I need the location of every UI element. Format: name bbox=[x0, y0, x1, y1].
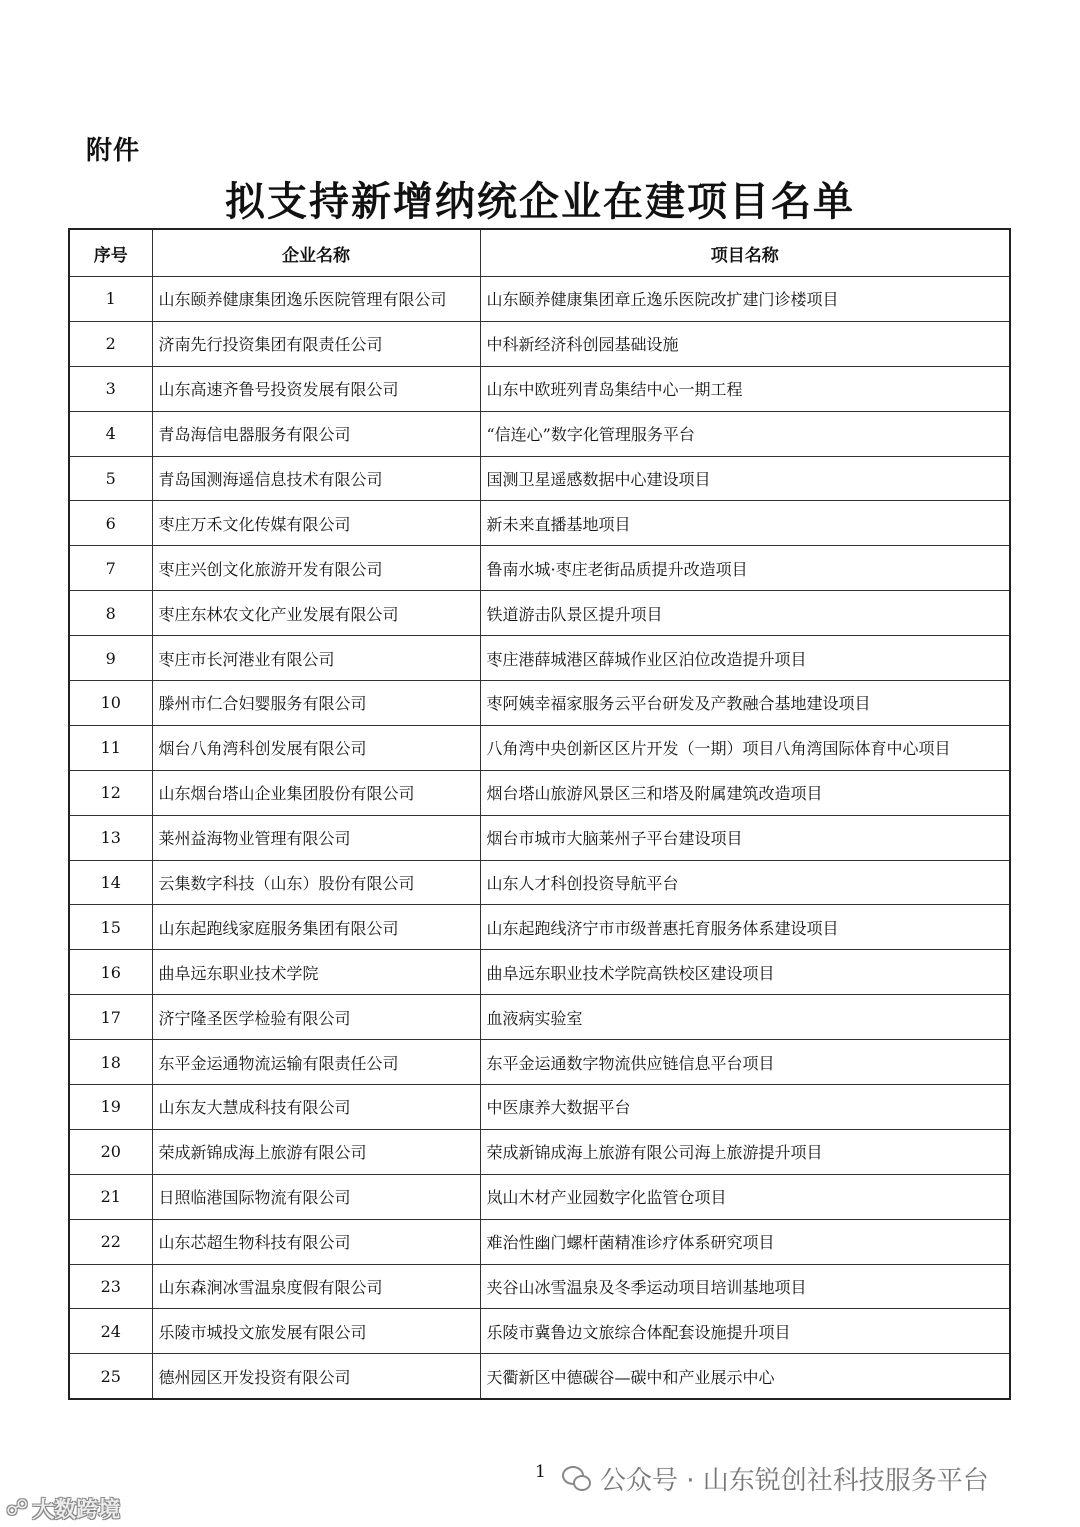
cell-project-name: 八角湾中央创新区区片开发（一期）项目八角湾国际体育中心项目 bbox=[480, 725, 1010, 770]
corner-watermark-text: 大数跨境 bbox=[32, 1498, 121, 1523]
cell-index: 3 bbox=[69, 366, 152, 411]
cell-index: 12 bbox=[69, 770, 152, 815]
table-row bbox=[69, 1264, 1010, 1309]
table-row bbox=[69, 456, 1010, 501]
cell-company-name: 山东森涧冰雪温泉度假有限公司 bbox=[152, 1264, 480, 1309]
cell-company-name: 云集数字科技（山东）股份有限公司 bbox=[152, 860, 480, 905]
cell-company-name: 济南先行投资集团有限责任公司 bbox=[152, 321, 480, 366]
cell-index: 15 bbox=[69, 905, 152, 950]
cell-company-name: 荣成新锦成海上旅游有限公司 bbox=[152, 1129, 480, 1174]
cell-project-name: 新未来直播基地项目 bbox=[480, 501, 1010, 546]
cell-project-name: 荣成新锦成海上旅游有限公司海上旅游提升项目 bbox=[480, 1129, 1010, 1174]
table-header-row bbox=[69, 229, 1010, 277]
cell-index: 13 bbox=[69, 815, 152, 860]
cell-index: 17 bbox=[69, 995, 152, 1040]
cell-index: 14 bbox=[69, 860, 152, 905]
cell-company-name: 曲阜远东职业技术学院 bbox=[152, 950, 480, 995]
table-row bbox=[69, 1354, 1010, 1399]
watermark-text: 公众号 · 山东锐创社科技服务平台 bbox=[600, 1466, 989, 1496]
cell-project-name: 烟台塔山旅游风景区三和塔及附属建筑改造项目 bbox=[480, 770, 1010, 815]
table-row bbox=[69, 277, 1010, 322]
table-row bbox=[69, 366, 1010, 411]
cell-index: 18 bbox=[69, 1040, 152, 1085]
cell-company-name: 青岛海信电器服务有限公司 bbox=[152, 411, 480, 456]
cell-company-name: 山东颐养健康集团逸乐医院管理有限公司 bbox=[152, 277, 480, 322]
table-row bbox=[69, 995, 1010, 1040]
cell-project-name: 难治性幽门螺杆菌精准诊疗体系研究项目 bbox=[480, 1219, 1010, 1264]
cell-index: 8 bbox=[69, 591, 152, 636]
cell-project-name: 天衢新区中德碳谷—碳中和产业展示中心 bbox=[480, 1354, 1010, 1399]
table-row bbox=[69, 411, 1010, 456]
cell-index: 5 bbox=[69, 456, 152, 501]
table-row bbox=[69, 1129, 1010, 1174]
corner-logo-icon: ☍ bbox=[6, 1496, 29, 1521]
cell-project-name: 岚山木材产业园数字化监管仓项目 bbox=[480, 1174, 1010, 1219]
cell-company-name: 山东烟台塔山企业集团股份有限公司 bbox=[152, 770, 480, 815]
cell-index: 11 bbox=[69, 725, 152, 770]
cell-index: 23 bbox=[69, 1264, 152, 1309]
cell-index: 24 bbox=[69, 1309, 152, 1354]
cell-project-name: 中科新经济科创园基础设施 bbox=[480, 321, 1010, 366]
cell-project-name: 国测卫星遥感数据中心建设项目 bbox=[480, 456, 1010, 501]
page-title: 拟支持新增纳统企业在建项目名单 bbox=[225, 179, 855, 225]
cell-project-name: 山东人才科创投资导航平台 bbox=[480, 860, 1010, 905]
cell-project-name: 铁道游击队景区提升项目 bbox=[480, 591, 1010, 636]
table-row bbox=[69, 321, 1010, 366]
page-number: 1 bbox=[535, 1462, 546, 1482]
table-row bbox=[69, 770, 1010, 815]
table-row bbox=[69, 905, 1010, 950]
project-table bbox=[68, 228, 1011, 1400]
cell-project-name: “信连心”数字化管理服务平台 bbox=[480, 411, 1010, 456]
cell-project-name: 山东中欧班列青岛集结中心一期工程 bbox=[480, 366, 1010, 411]
cell-company-name: 青岛国测海遥信息技术有限公司 bbox=[152, 456, 480, 501]
table-row bbox=[69, 860, 1010, 905]
cell-project-name: 山东颐养健康集团章丘逸乐医院改扩建门诊楼项目 bbox=[480, 277, 1010, 322]
table-row bbox=[69, 636, 1010, 681]
cell-project-name: 东平金运通数字物流供应链信息平台项目 bbox=[480, 1040, 1010, 1085]
cell-project-name: 血液病实验室 bbox=[480, 995, 1010, 1040]
cell-company-name: 莱州益海物业管理有限公司 bbox=[152, 815, 480, 860]
cell-company-name: 东平金运通物流运输有限责任公司 bbox=[152, 1040, 480, 1085]
column-header-project: 项目名称 bbox=[480, 229, 1010, 277]
cell-index: 4 bbox=[69, 411, 152, 456]
cell-company-name: 乐陵市城投文旅发展有限公司 bbox=[152, 1309, 480, 1354]
cell-company-name: 枣庄东林农文化产业发展有限公司 bbox=[152, 591, 480, 636]
cell-company-name: 枣庄万禾文化传媒有限公司 bbox=[152, 501, 480, 546]
cell-index: 10 bbox=[69, 681, 152, 726]
cell-company-name: 烟台八角湾科创发展有限公司 bbox=[152, 725, 480, 770]
cell-company-name: 山东芯超生物科技有限公司 bbox=[152, 1219, 480, 1264]
table-row bbox=[69, 546, 1010, 591]
cell-company-name: 济宁隆圣医学检验有限公司 bbox=[152, 995, 480, 1040]
table-row bbox=[69, 1040, 1010, 1085]
corner-watermark bbox=[6, 1493, 120, 1524]
cell-company-name: 山东友大慧成科技有限公司 bbox=[152, 1085, 480, 1130]
cell-index: 20 bbox=[69, 1129, 152, 1174]
cell-company-name: 德州园区开发投资有限公司 bbox=[152, 1354, 480, 1399]
cell-company-name: 山东高速齐鲁号投资发展有限公司 bbox=[152, 366, 480, 411]
cell-index: 7 bbox=[69, 546, 152, 591]
cell-index: 16 bbox=[69, 950, 152, 995]
cell-index: 21 bbox=[69, 1174, 152, 1219]
cell-project-name: 枣庄港薛城港区薛城作业区泊位改造提升项目 bbox=[480, 636, 1010, 681]
column-header-index: 序号 bbox=[69, 229, 152, 277]
cell-company-name: 日照临港国际物流有限公司 bbox=[152, 1174, 480, 1219]
cell-project-name: 中医康养大数据平台 bbox=[480, 1085, 1010, 1130]
cell-index: 25 bbox=[69, 1354, 152, 1399]
table-row bbox=[69, 815, 1010, 860]
table-row bbox=[69, 950, 1010, 995]
cell-index: 6 bbox=[69, 501, 152, 546]
cell-index: 2 bbox=[69, 321, 152, 366]
cell-index: 19 bbox=[69, 1085, 152, 1130]
table-row bbox=[69, 1219, 1010, 1264]
table-row bbox=[69, 725, 1010, 770]
table-row bbox=[69, 681, 1010, 726]
cell-project-name: 夹谷山冰雪温泉及冬季运动项目培训基地项目 bbox=[480, 1264, 1010, 1309]
cell-project-name: 曲阜远东职业技术学院高铁校区建设项目 bbox=[480, 950, 1010, 995]
cell-company-name: 山东起跑线家庭服务集团有限公司 bbox=[152, 905, 480, 950]
cell-project-name: 鲁南水城·枣庄老街品质提升改造项目 bbox=[480, 546, 1010, 591]
cell-index: 1 bbox=[69, 277, 152, 322]
column-header-company: 企业名称 bbox=[152, 229, 480, 277]
cell-index: 9 bbox=[69, 636, 152, 681]
table-row bbox=[69, 1174, 1010, 1219]
cell-project-name: 烟台市城市大脑莱州子平台建设项目 bbox=[480, 815, 1010, 860]
cell-project-name: 乐陵市冀鲁边文旅综合体配套设施提升项目 bbox=[480, 1309, 1010, 1354]
cell-project-name: 山东起跑线济宁市市级普惠托育服务体系建设项目 bbox=[480, 905, 1010, 950]
cell-company-name: 枣庄市长河港业有限公司 bbox=[152, 636, 480, 681]
table-row bbox=[69, 591, 1010, 636]
table-row bbox=[69, 501, 1010, 546]
cell-company-name: 滕州市仁合妇婴服务有限公司 bbox=[152, 681, 480, 726]
watermark bbox=[562, 1460, 989, 1497]
attachment-label: 附件 bbox=[86, 136, 141, 166]
table-row bbox=[69, 1085, 1010, 1130]
cell-index: 22 bbox=[69, 1219, 152, 1264]
cell-project-name: 枣阿姨幸福家服务云平台研发及产教融合基地建设项目 bbox=[480, 681, 1010, 726]
cell-company-name: 枣庄兴创文化旅游开发有限公司 bbox=[152, 546, 480, 591]
table-row bbox=[69, 1309, 1010, 1354]
wechat-icon bbox=[562, 1466, 592, 1492]
